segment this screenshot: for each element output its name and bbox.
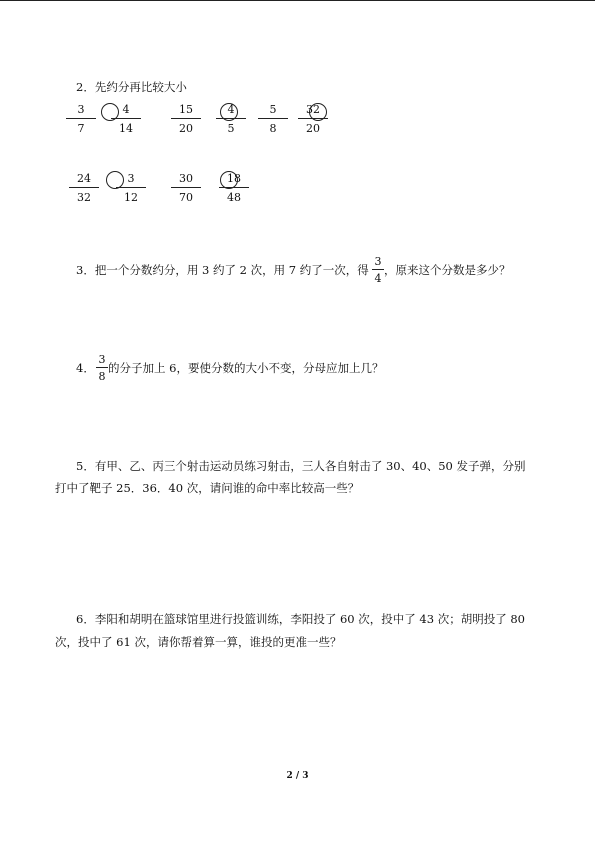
denominator: 8 <box>269 122 277 135</box>
numerator: 5 <box>269 103 277 116</box>
fraction-bar <box>171 187 201 188</box>
numerator: 3 <box>374 255 382 268</box>
top-rule <box>0 0 595 1</box>
q4-text: 的分子加上 6，要使分数的大小不变，分母应加上几？ <box>108 361 384 375</box>
fraction-bar <box>216 118 246 119</box>
fraction-bar <box>111 118 141 119</box>
q4-fraction <box>96 353 108 383</box>
denominator: 14 <box>119 122 133 135</box>
fraction-bar <box>171 118 201 119</box>
q2-fraction <box>171 103 201 135</box>
q3-text-start: 3．把一个分数约分，用 3 约了 2 次，用 7 约了一次，得 <box>76 263 369 277</box>
denominator: 4 <box>374 272 382 285</box>
fraction-bar <box>258 118 288 119</box>
q2-fraction <box>258 103 288 135</box>
numerator: 15 <box>179 103 193 116</box>
q2-title: 2．先约分再比较大小 <box>76 80 187 94</box>
page-number: 2 / 3 <box>286 771 309 781</box>
denominator: 32 <box>77 191 91 204</box>
q6-line-1: 6．李阳和胡明在篮球馆里进行投篮训练，李阳投了 60 次，投中了 43 次；胡明投了 80 <box>76 612 525 626</box>
q2-fraction <box>116 172 146 204</box>
q6-line-2: 次，投中了 61 次，请你帮着算一算，谁投的更准一些？ <box>55 635 342 649</box>
denominator: 12 <box>124 191 138 204</box>
q3-fraction <box>372 255 384 285</box>
q5-line-1: 5．有甲、乙、丙三个射击运动员练习射击，三人各自射击了 30、40、50 发子弹，分别 <box>76 459 526 473</box>
q2-fraction <box>216 103 246 135</box>
fraction-bar <box>219 187 249 188</box>
denominator: 20 <box>179 122 193 135</box>
numerator: 24 <box>77 172 91 185</box>
denominator: 7 <box>77 122 85 135</box>
numerator: 32 <box>306 103 320 116</box>
fraction-bar <box>69 187 99 188</box>
numerator: 4 <box>227 103 235 116</box>
denominator: 8 <box>98 370 106 383</box>
numerator: 3 <box>98 353 106 366</box>
q2-fraction <box>171 172 201 204</box>
q2-fraction <box>69 172 99 204</box>
q2-fraction <box>111 103 141 135</box>
numerator: 4 <box>122 103 130 116</box>
fraction-bar <box>116 187 146 188</box>
q2-fraction <box>66 103 96 135</box>
fraction-bar <box>66 118 96 119</box>
fraction-bar <box>96 367 108 368</box>
q4-number: 4． <box>76 361 95 375</box>
denominator: 48 <box>227 191 241 204</box>
denominator: 70 <box>179 191 193 204</box>
q2-fraction <box>298 103 328 135</box>
denominator: 20 <box>306 122 320 135</box>
q2-fraction <box>219 172 249 204</box>
numerator: 18 <box>227 172 241 185</box>
q5-line-2: 打中了靶子 25．36．40 次，请问谁的命中率比较高一些？ <box>55 481 360 495</box>
q3-text-end: ，原来这个分数是多少？ <box>384 263 511 277</box>
fraction-bar <box>298 118 328 119</box>
numerator: 30 <box>179 172 193 185</box>
denominator: 5 <box>227 122 235 135</box>
fraction-bar <box>372 269 384 270</box>
numerator: 3 <box>77 103 85 116</box>
numerator: 3 <box>127 172 135 185</box>
